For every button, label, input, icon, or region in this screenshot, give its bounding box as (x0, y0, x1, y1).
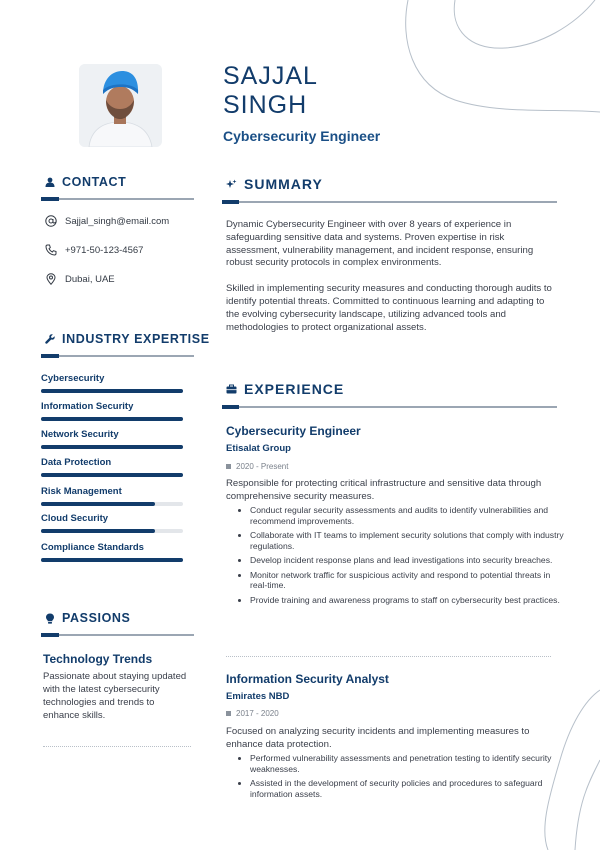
sparkle-icon (226, 179, 237, 190)
summary-text (226, 219, 556, 347)
job-description: Responsible for protecting critical infrastructure and sensitive data through comprehensive security measures. (226, 478, 542, 502)
name-line-2: SINGH (223, 91, 308, 119)
name-heading (223, 62, 318, 120)
phone-text: +971-50-123-4567 (65, 244, 144, 256)
job-title: Cybersecurity Engineer (223, 128, 381, 144)
job-period (226, 462, 288, 471)
skill-bar (41, 445, 183, 449)
skill-bar-fill (41, 502, 155, 506)
job-bullets (236, 505, 565, 609)
job-period-text: 2020 - Present (236, 462, 289, 471)
job-role: Information Security Analyst (226, 672, 389, 686)
skill-item (41, 373, 183, 393)
job-bullet: • Monitor network traffic for suspicious activity and respond to potential threats in real-time. (250, 570, 565, 591)
contact-email (45, 215, 169, 227)
job-bullet: • Performed vulnerability assessments and penetration testing to identify security weaknesses. (250, 753, 565, 774)
skill-item (41, 401, 183, 421)
skill-bar (41, 417, 183, 421)
passions-rule (41, 634, 194, 636)
skill-label: Information Security (41, 401, 134, 412)
calendar-icon (226, 464, 231, 469)
expertise-rule (41, 355, 194, 357)
job-company: Etisalat Group (226, 443, 291, 454)
skill-item (41, 513, 183, 533)
skill-label: Network Security (41, 429, 119, 440)
lightbulb-icon (45, 613, 55, 624)
passion-text: Passionate about staying updated with the latest cybersecurity technologies and trends to enhance skills. (43, 671, 187, 721)
job-period-text: 2017 - 2020 (236, 709, 279, 718)
contact-location (45, 273, 115, 285)
skill-label: Cloud Security (41, 513, 109, 524)
skill-bar-fill (41, 558, 183, 562)
job-role: Cybersecurity Engineer (226, 424, 361, 438)
skill-bar-fill (41, 417, 183, 421)
skill-item (41, 429, 183, 449)
skill-label: Risk Management (41, 486, 122, 497)
skill-label: Data Protection (41, 457, 112, 468)
experience-heading (226, 381, 344, 397)
skill-bar (41, 389, 183, 393)
job-bullet: • Conduct regular security assessments and audits to identify vulnerabilities and recommend improvements. (250, 505, 565, 526)
summary-heading (226, 176, 323, 192)
skill-bar (41, 558, 183, 562)
wrench-icon (45, 334, 55, 344)
job-bullet: • Collaborate with IT teams to implement security solutions that comply with industry regulations. (250, 530, 565, 551)
passions-heading-label: PASSIONS (62, 611, 131, 625)
summary-paragraph: Dynamic Cybersecurity Engineer with over 8 years of experience in safeguarding sensitive data and systems. Proven expertise in risk assessment, vulnerability management, and incident response, ensuring robust security protocols in complex environments. (226, 219, 534, 269)
contact-phone (45, 244, 143, 256)
name-line-1: SAJJAL (223, 62, 318, 90)
email-text: Sajjal_singh@email.com (65, 215, 170, 227)
skill-item (41, 542, 183, 562)
passions-heading (45, 611, 130, 625)
person-icon (45, 177, 55, 187)
skill-item (41, 486, 183, 506)
skill-bar-fill (41, 445, 183, 449)
job-bullet: • Provide training and awareness programs to staff on cybersecurity best practices. (250, 595, 565, 606)
contact-rule (41, 198, 194, 200)
phone-icon (45, 244, 57, 256)
job-period (226, 709, 279, 718)
calendar-icon (226, 711, 231, 716)
job-bullet: • Develop incident response plans and lead investigations into security breaches. (250, 555, 565, 566)
skill-label: Cybersecurity (41, 373, 105, 384)
job-bullets (236, 753, 565, 803)
passion-title: Technology Trends (43, 652, 153, 666)
skill-label: Compliance Standards (41, 542, 144, 553)
summary-rule (222, 201, 557, 203)
job-description: Focused on analyzing security incidents and implementing measures to enhance data protection. (226, 726, 530, 750)
experience-heading-label: EXPERIENCE (244, 381, 345, 397)
location-text: Dubai, UAE (65, 273, 115, 285)
expertise-heading (45, 332, 210, 346)
skill-bar (41, 473, 183, 477)
summary-paragraph: Skilled in implementing security measures and conducting thorough audits to identify potential threats. Committed to continuous learning and adapting to the evolving cybersecurity landscape, utilizing advanced tools and methodologies to protect organizational assets. (226, 283, 552, 333)
contact-heading (45, 175, 126, 189)
skill-item (41, 457, 183, 477)
profile-photo (79, 64, 162, 147)
summary-heading-label: SUMMARY (244, 176, 323, 192)
job-divider (226, 656, 551, 657)
briefcase-icon (226, 384, 237, 394)
skill-bar (41, 502, 183, 506)
skill-bar-fill (41, 473, 183, 477)
job-bullet: • Assisted in the development of security policies and procedures to safeguard information assets. (250, 778, 565, 799)
location-pin-icon (45, 273, 57, 285)
skill-bar-fill (41, 529, 155, 533)
expertise-heading-label: INDUSTRY EXPERTISE (62, 332, 210, 346)
passion-divider (43, 746, 191, 747)
experience-rule (222, 406, 557, 408)
skill-bar-fill (41, 389, 183, 393)
contact-heading-label: CONTACT (62, 175, 127, 189)
skill-bar (41, 529, 183, 533)
job-company: Emirates NBD (226, 691, 290, 702)
at-icon (45, 215, 57, 227)
